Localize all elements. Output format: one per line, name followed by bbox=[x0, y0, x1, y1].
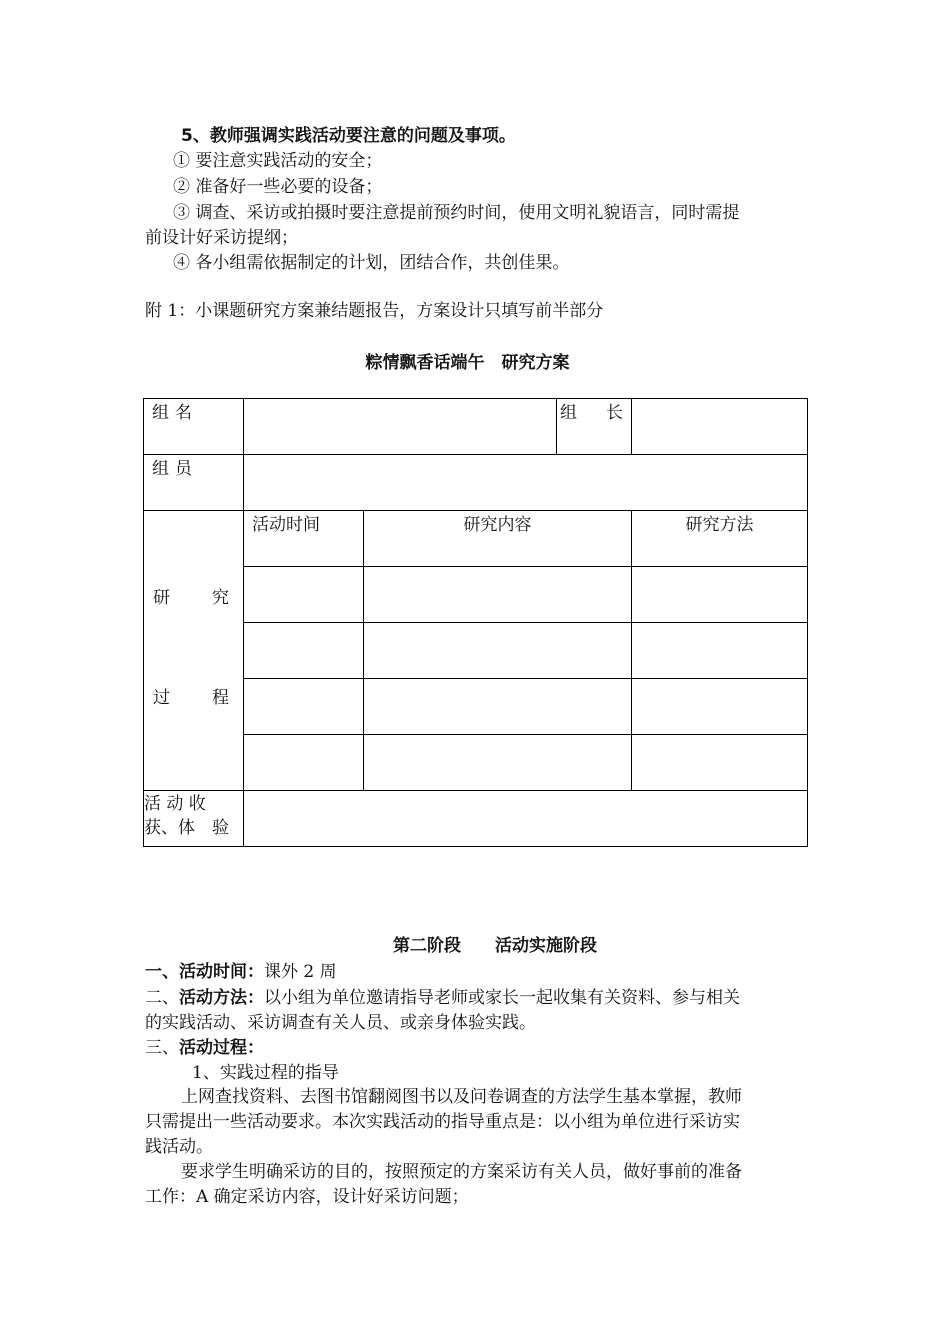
leader-char-1: 组 bbox=[560, 403, 577, 423]
harvest-label-line2: 获、体 验 bbox=[144, 818, 229, 838]
activity-method-number: 二、 bbox=[145, 988, 179, 1008]
research-plan-table bbox=[143, 398, 808, 847]
members-char-1: 组 bbox=[152, 459, 169, 479]
research-process-label-cell bbox=[144, 511, 244, 791]
process-char-1: 过 bbox=[153, 688, 170, 708]
research-char-1: 研 bbox=[153, 588, 170, 608]
group-name-char-1: 组 bbox=[152, 403, 169, 423]
table-cell-method[interactable] bbox=[632, 679, 808, 735]
paragraph-line: 工作：A 确定采访内容，设计好采访问题； bbox=[145, 1187, 469, 1207]
subsection-heading: 1、实践过程的指导 bbox=[192, 1063, 339, 1083]
stage2-title: 第二阶段 活动实施阶段 bbox=[393, 936, 597, 956]
activity-method-label: 活动方法： bbox=[179, 988, 264, 1008]
leader-char-2: 长 bbox=[606, 403, 623, 423]
paragraph-line: 只需提出一些活动要求。本次实践活动的指导重点是：以小组为单位进行采访实 bbox=[145, 1112, 740, 1132]
list-item-continuation: 前设计好采访提纲； bbox=[145, 228, 298, 248]
members-label-cell bbox=[144, 455, 244, 511]
list-item: ③ 调查、采访或拍摄时要注意提前预约时间，使用文明礼貌语言，同时需提 bbox=[173, 203, 740, 223]
appendix-note: 附 1：小课题研究方案兼结题报告，方案设计只填写前半部分 bbox=[145, 301, 604, 321]
table-cell-content[interactable] bbox=[364, 735, 632, 791]
list-item: ① 要注意实践活动的安全； bbox=[173, 151, 383, 171]
activity-process-line bbox=[145, 1036, 264, 1060]
leader-field[interactable] bbox=[632, 399, 808, 455]
activity-process-number: 三、 bbox=[145, 1038, 179, 1058]
paragraph-line: 要求学生明确采访的目的，按照预定的方案采访有关人员，做好事前的准备 bbox=[181, 1162, 742, 1182]
col-header-content bbox=[364, 511, 632, 567]
paragraph-line: 上网查找资料、去图书馆翻阅图书以及问卷调查的方法学生基本掌握，教师 bbox=[181, 1087, 742, 1107]
col-header-content-label: 研究内容 bbox=[463, 515, 532, 535]
table-cell-content[interactable] bbox=[364, 567, 632, 623]
table-cell-method[interactable] bbox=[632, 735, 808, 791]
col-header-time bbox=[244, 511, 364, 567]
table-cell-time[interactable] bbox=[244, 567, 364, 623]
table-cell-method[interactable] bbox=[632, 623, 808, 679]
table-cell-content[interactable] bbox=[364, 623, 632, 679]
process-char-2: 程 bbox=[212, 688, 229, 708]
col-header-method bbox=[632, 511, 808, 567]
activity-process-label: 活动过程： bbox=[179, 1038, 264, 1058]
table-cell-method[interactable] bbox=[632, 567, 808, 623]
group-name-label-cell bbox=[144, 399, 244, 455]
harvest-field[interactable] bbox=[244, 791, 808, 847]
plan-title: 粽情飘香话端午 研究方案 bbox=[365, 353, 570, 373]
harvest-label-line1: 活 动 收 bbox=[144, 794, 206, 814]
harvest-label-cell bbox=[144, 791, 244, 847]
col-header-time-label: 活动时间 bbox=[252, 515, 320, 535]
col-header-method-label: 研究方法 bbox=[685, 515, 754, 535]
list-item: ④ 各小组需依据制定的计划，团结合作，共创佳果。 bbox=[173, 253, 570, 273]
table-cell-time[interactable] bbox=[244, 679, 364, 735]
activity-time-line bbox=[145, 960, 337, 984]
table-cell-content[interactable] bbox=[364, 679, 632, 735]
leader-label-cell bbox=[557, 399, 632, 455]
activity-method-text: 以小组为单位邀请指导老师或家长一起收集有关资料、参与相关 bbox=[264, 988, 740, 1008]
group-name-char-2: 名 bbox=[175, 403, 192, 423]
activity-method-continuation: 的实践活动、采访调查有关人员、或亲身体验实践。 bbox=[145, 1013, 536, 1033]
members-char-2: 员 bbox=[175, 459, 192, 479]
members-field[interactable] bbox=[244, 455, 808, 511]
activity-method-line bbox=[145, 986, 740, 1010]
activity-time-label: 一、活动时间： bbox=[145, 962, 264, 982]
research-char-2: 究 bbox=[212, 588, 229, 608]
group-name-field[interactable] bbox=[244, 399, 557, 455]
list-item: ② 准备好一些必要的设备； bbox=[173, 177, 383, 197]
section5-heading: 5、教师强调实践活动要注意的问题及事项。 bbox=[181, 126, 516, 146]
table-cell-time[interactable] bbox=[244, 735, 364, 791]
paragraph-line: 践活动。 bbox=[145, 1137, 213, 1157]
table-cell-time[interactable] bbox=[244, 623, 364, 679]
activity-time-value: 课外 2 周 bbox=[264, 962, 337, 982]
